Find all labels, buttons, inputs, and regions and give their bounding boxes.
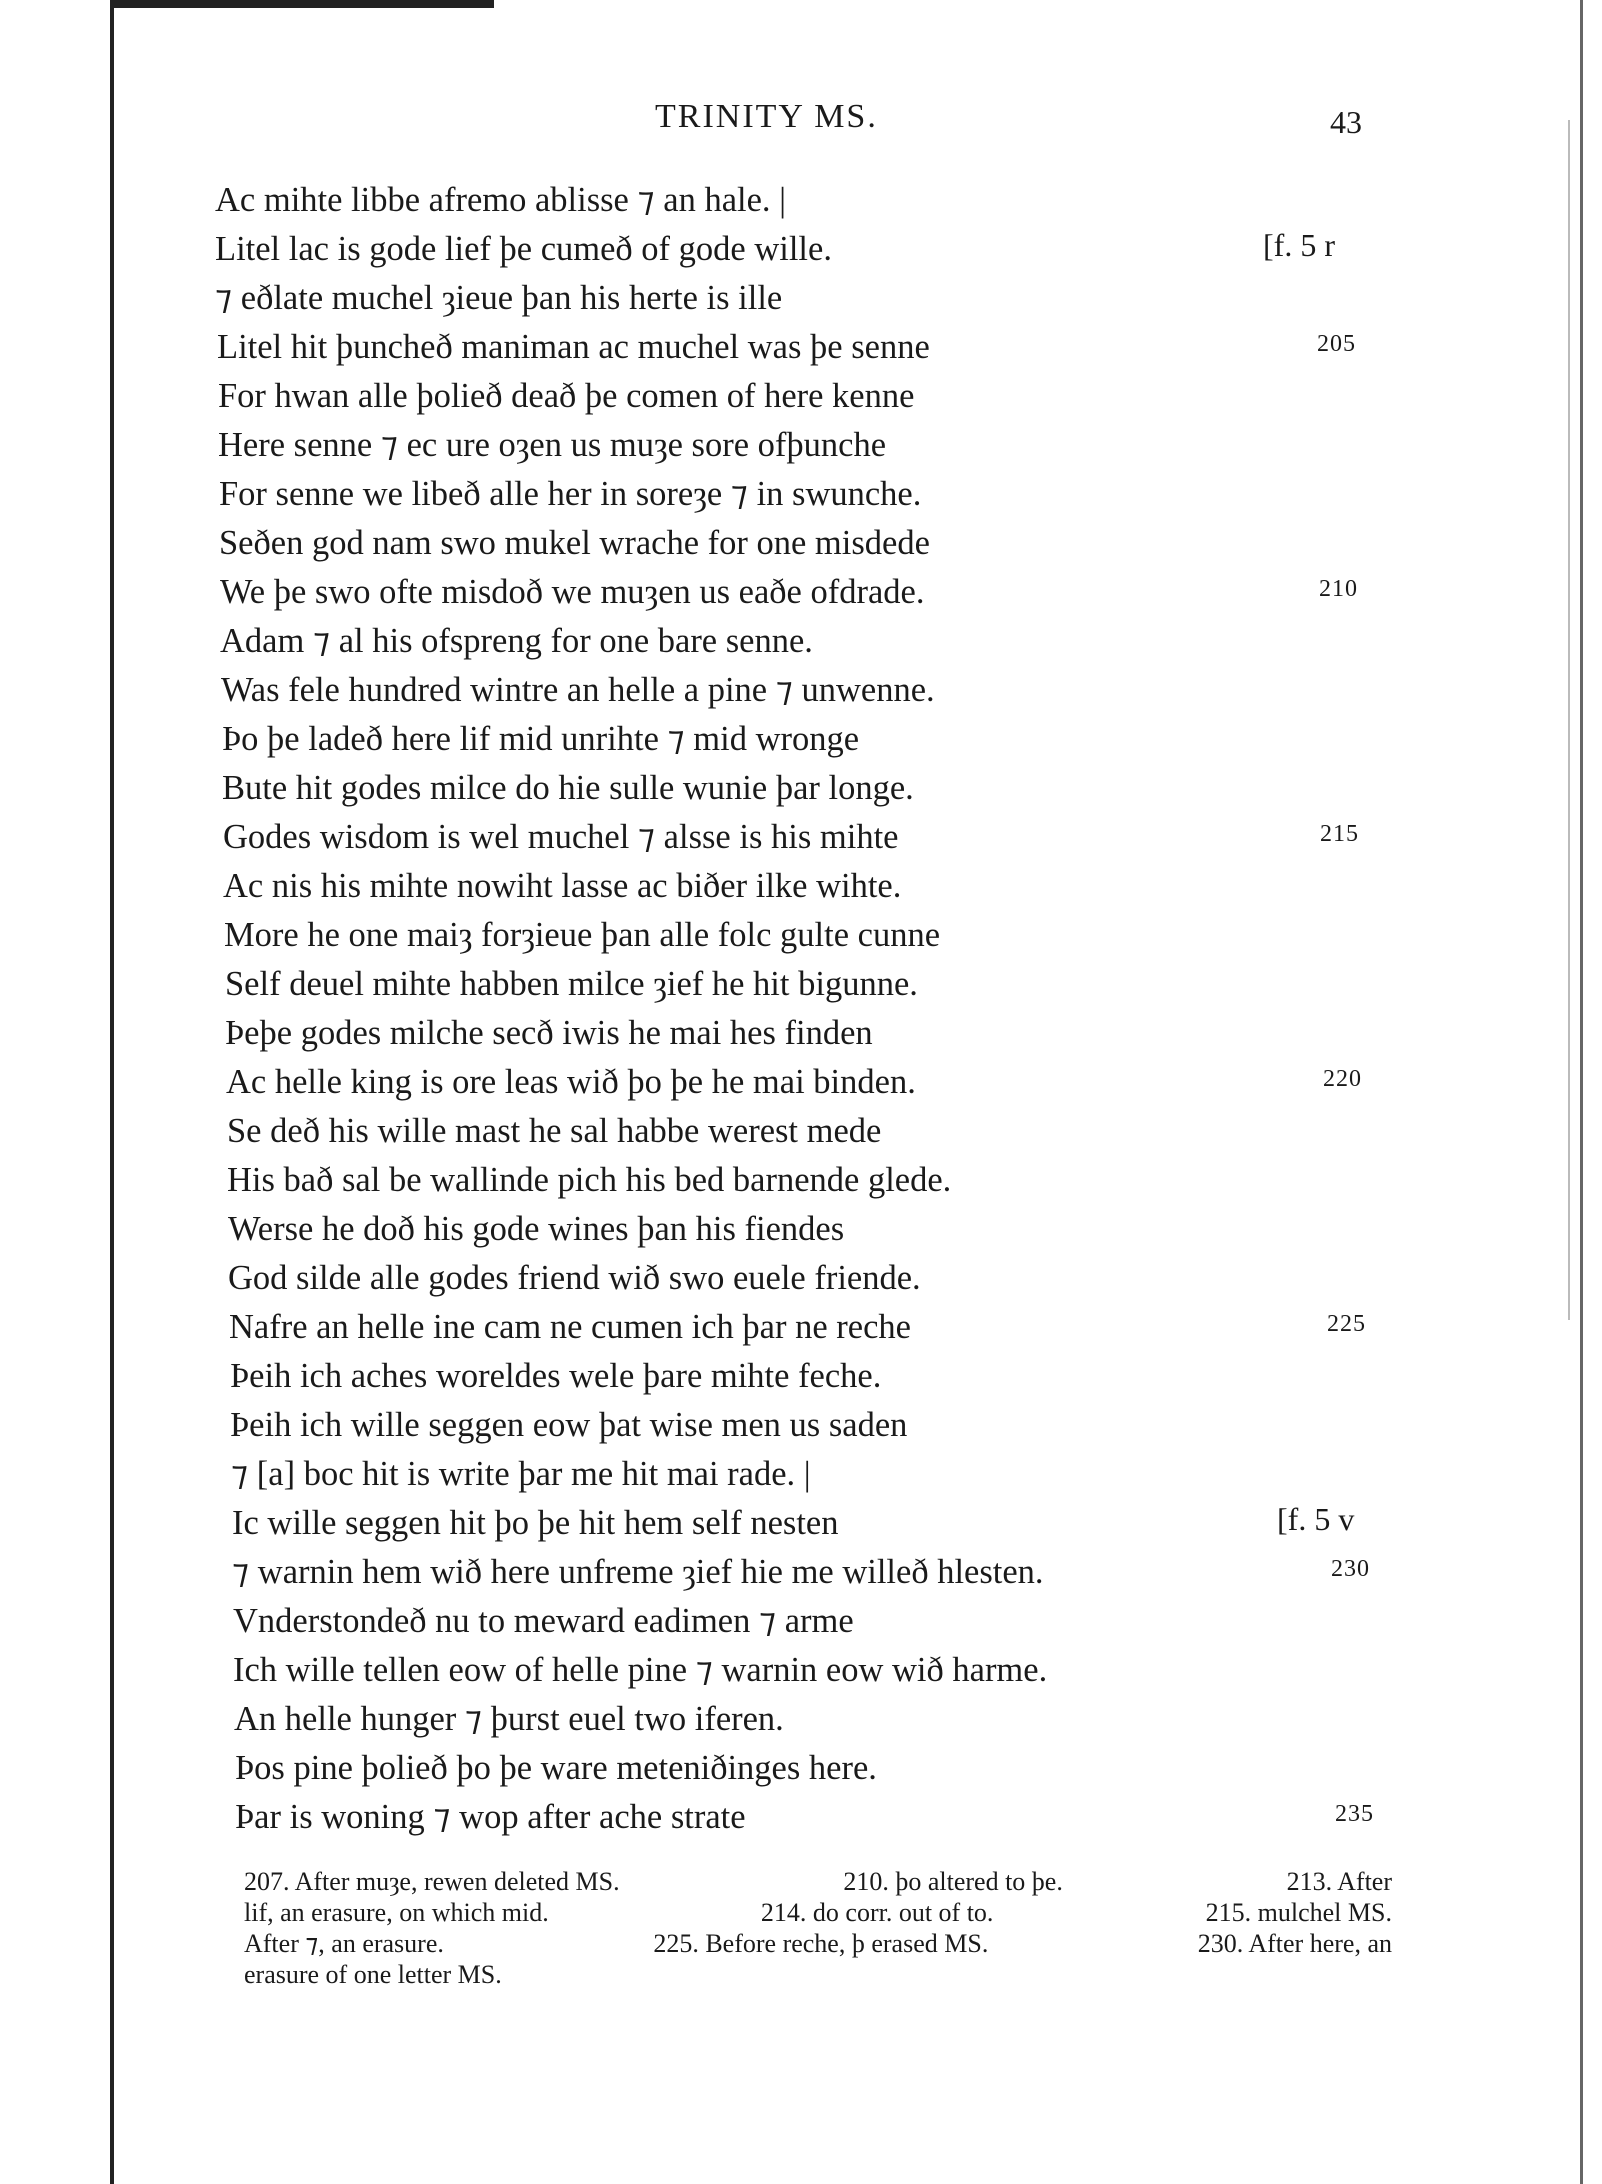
verse-line-text: Ic wille seggen hit þo þe hit hem self nesten [232,1504,839,1542]
verse-line [0,1011,1602,1060]
verse-line [0,1697,1602,1746]
verse-line [0,717,1602,766]
running-title: TRINITY MS. [655,98,878,135]
footnote: 207. After muȝe, rewen deleted MS. [244,1867,620,1896]
verse-line-text: Þar is woning ⁊ wop after ache strate [235,1798,746,1836]
verse-line-text: Litel hit þuncheð maniman ac muchel was þe senne [217,328,930,366]
verse-line-text: Litel lac is gode lief þe cumeð of gode wille. [215,230,832,268]
verse-line-text: For senne we libeð alle her in soreȝe ⁊ in swunche. [219,475,922,513]
verse-line-text: Ac nis his mihte nowiht lasse ac biðer ilke wihte. [223,867,902,905]
footnote-line [244,1928,1392,1959]
verse-line-text: Þos pine þolieð þo þe ware meteniðinges here. [235,1749,877,1787]
verse-line [0,374,1602,423]
verse-line [0,1746,1602,1795]
verse-line-text: Nafre an helle ine cam ne cumen ich þar ne reche [229,1308,911,1346]
line-number: 235 [1335,1801,1374,1827]
footnote: 230. After here, an [1197,1929,1392,1958]
verse-line [0,1354,1602,1403]
verse-line [0,1501,1602,1550]
verse-line-text: Bute hit godes milce do hie sulle wunie þar longe. [222,769,914,807]
footnote: 213. After [1286,1867,1392,1896]
verse-line [0,1109,1602,1158]
line-number: 215 [1320,821,1359,847]
verse-line [0,570,1602,619]
verse-line-text: ⁊ eðlate muchel ȝieue þan his herte is ille [215,279,783,317]
verse-line [0,227,1602,276]
verse-line [0,423,1602,472]
line-number: 230 [1331,1556,1370,1582]
verse-line-text: His bað sal be wallinde pich his bed barnende glede. [227,1161,952,1199]
footnote-line [244,1897,1392,1928]
verse-line [0,276,1602,325]
verse-line [0,1305,1602,1354]
verse-line-text: Vnderstondeð nu to meward eadimen ⁊ arme [233,1602,854,1640]
verse-line-text: Werse he doð his gode wines þan his fiendes [228,1210,845,1248]
verse-line [0,815,1602,864]
verse-line-text: For hwan alle þolieð deað þe comen of here kenne [218,377,915,415]
line-number: 220 [1323,1066,1362,1092]
footnote: 214. do corr. out of to. [760,1898,994,1927]
verse-line-text: Adam ⁊ al his ofspreng for one bare senne. [220,622,813,660]
footnote: 210. þo altered to þe. [843,1867,1063,1896]
footnote: After ⁊, an erasure. [244,1929,444,1958]
verse-line-text: Þo þe ladeð here lif mid unrihte ⁊ mid wronge [222,720,860,758]
verse-line-text: Þeih ich aches woreldes wele þare mihte feche. [230,1357,882,1395]
verse-line-text: Was fele hundred wintre an helle a pine ⁊ unwenne. [221,671,935,709]
verse-line [0,962,1602,1011]
verse-line-text: We þe swo ofte misdoð we muȝen us eaðe ofdrade. [220,573,925,611]
verse-line-text: Ac mihte libbe afremo ablisse ⁊ an hale. | [215,181,787,219]
page-header [0,98,1602,148]
verse-line [0,472,1602,521]
scan-top-edge [114,0,494,8]
verse-line-text: Godes wisdom is wel muchel ⁊ alsse is his mihte [223,818,899,856]
verse-line [0,1060,1602,1109]
verse-line [0,1207,1602,1256]
verse-line [0,325,1602,374]
footnote-line [244,1959,1392,1990]
verse-line [0,521,1602,570]
verse-line-text: ⁊ warnin hem wið here unfreme ȝief hie me willeð hlesten. [232,1553,1044,1591]
footnote: lif, an erasure, on which mid. [244,1898,549,1927]
page-number: 43 [1330,104,1362,140]
verse-line [0,1256,1602,1305]
verse-line [0,766,1602,815]
verse-line [0,1599,1602,1648]
verse-line [0,1158,1602,1207]
verse-line [0,1550,1602,1599]
verse-line [0,1795,1602,1844]
footnote-line [244,1866,1392,1897]
verse-text-block [0,178,1602,1844]
verse-line [0,619,1602,668]
verse-line-text: Self deuel mihte habben milce ȝief he hit bigunne. [225,965,918,1003]
folio-reference: [f. 5 v [1277,1501,1355,1537]
verse-line-text: More he one maiȝ forȝieue þan alle folc gulte cunne [224,916,941,954]
verse-line [0,913,1602,962]
line-number: 225 [1327,1311,1366,1337]
verse-line [0,864,1602,913]
verse-line-text: Þeþe godes milche secð iwis he mai hes finden [225,1014,873,1052]
folio-reference: [f. 5 r [1263,227,1335,263]
verse-line [0,1648,1602,1697]
verse-line [0,668,1602,717]
footnote: erasure of one letter MS. [244,1960,502,1989]
verse-line-text: Ac helle king is ore leas wið þo þe he mai binden. [226,1063,916,1101]
verse-line [0,1403,1602,1452]
footnotes [244,1866,1392,1990]
verse-line [0,178,1602,227]
verse-line-text: Se deð his wille mast he sal habbe werest mede [227,1112,882,1150]
verse-line-text: An helle hunger ⁊ þurst euel two iferen. [234,1700,784,1738]
footnote: 225. Before reche, þ erased MS. [653,1929,989,1958]
verse-line-text: Ich wille tellen eow of helle pine ⁊ warnin eow wið harme. [233,1651,1048,1689]
verse-line-text: God silde alle godes friend wið swo euele friende. [228,1259,921,1297]
footnote: 215. mulchel MS. [1205,1898,1392,1927]
verse-line-text: Seðen god nam swo mukel wrache for one misdede [219,524,930,562]
line-number: 205 [1317,331,1356,357]
verse-line-text: Here senne ⁊ ec ure oȝen us muȝe sore ofþunche [218,426,887,464]
line-number: 210 [1319,576,1358,602]
verse-line-text: Þeih ich wille seggen eow þat wise men us saden [230,1406,908,1444]
verse-line [0,1452,1602,1501]
verse-line-text: ⁊ [a] boc hit is write þar me hit mai rade. | [231,1455,811,1493]
